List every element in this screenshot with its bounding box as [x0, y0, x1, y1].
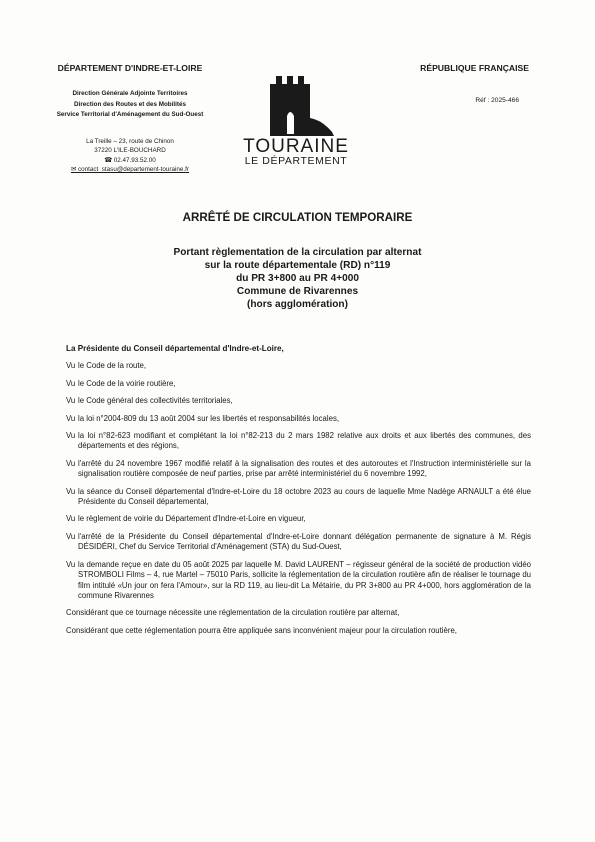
vu-item: [66, 431, 531, 452]
vu-text: l'arrêté de la Présidente du Conseil départemental d'Indre-et-Loire donnant délégation permanente de signature à M. Régis DÉSIDÉRI, Chef du Service Territorial d'Aménagement (STA) du Sud-Ouest,: [78, 531, 531, 552]
document-body: [66, 344, 531, 643]
vu-label: Vu: [66, 413, 76, 423]
subtitle-line: sur la route départementale (RD) n°119: [204, 260, 391, 271]
vu-label: Vu: [66, 486, 76, 496]
vu-text: le Code de la voirie routière,: [78, 378, 176, 388]
vu-text: le Code général des collectivités territoriales,: [78, 396, 233, 406]
vu-label: Vu: [66, 396, 76, 406]
document-title: ARRÊTÉ DE CIRCULATION TEMPORAIRE: [182, 211, 413, 224]
direction-line: Direction des Routes et des Mobilités: [74, 100, 186, 108]
subtitle-line: Portant règlementation de la circulation par alternat: [173, 247, 422, 258]
vu-text: la loi n°82-623 modifiant et complétant la loi n°82-213 du 2 mars 1982 relative aux droits et aux libertés des communes, des départements et des régions,: [78, 431, 531, 451]
direction-list: [30, 89, 230, 121]
vu-label: Vu: [66, 361, 76, 371]
vu-text: la demande reçue en date du 05 août 2025 par laquelle M. David LAURENT – régisseur général de la société de production vidéo STROMBOLI Films – 4, rue Martel – 75010 Paris, sollicite la réglementation de la circulation routière afin de réaliser le tournage du film intitulé «Un jour on fera l'Amour», sur la RD 119, au lieu-dit La Métairie, du PR 3+800 au PR 4+000, hors agglomération de la commune Rivarennes: [78, 559, 531, 600]
phone-number: ☎ 02.47.93.52.00: [104, 156, 156, 164]
sender-block: [30, 63, 230, 175]
vu-label: Vu: [66, 531, 76, 541]
department-name: DÉPARTEMENT D'INDRE-ET-LOIRE: [57, 63, 203, 73]
considerant-paragraph: Considérant que ce tournage nécessite une réglementation de la circulation routière par alternat,: [66, 608, 400, 618]
vu-label: Vu: [66, 559, 76, 569]
vu-item: [66, 532, 531, 553]
document-subtitle: [0, 246, 595, 311]
vu-item: [66, 361, 531, 371]
vu-text: la séance du Conseil départemental d'Indre-et-Loire du 18 octobre 2023 au cours de laquelle Mme Nadège ARNAULT a été élue Présidente du Conseil départemental,: [78, 486, 531, 507]
vu-label: Vu: [66, 431, 76, 441]
reference-number: Réf : 2025-466: [475, 97, 519, 104]
subtitle-line: du PR 3+800 au PR 4+000: [236, 273, 359, 284]
address-street: La Treille – 23, route de Chinon: [86, 137, 174, 145]
direction-line: Direction Générale Adjointe Territoires: [72, 90, 188, 97]
subtitle-line: (hors agglomération): [247, 299, 348, 310]
vu-label: Vu: [66, 514, 76, 524]
republic-label: RÉPUBLIQUE FRANÇAISE: [420, 63, 529, 73]
vu-item: [66, 414, 531, 424]
vu-item: [66, 560, 531, 602]
vu-item: [66, 514, 531, 524]
address-block: [30, 137, 230, 175]
considerant-paragraph: Considérant que cette réglementation pourra être appliquée sans inconvénient majeur pour la circulation routière,: [66, 625, 457, 635]
vu-label: Vu: [66, 458, 76, 468]
touraine-logo: [236, 70, 356, 167]
logo-wordmark: TOURAINE: [243, 136, 349, 157]
email-link[interactable]: ✉ contact_stasu@departement-touraine.fr: [70, 166, 190, 173]
vu-item: [66, 396, 531, 406]
vu-label: Vu: [66, 378, 76, 388]
vu-text: le règlement de voirie du Département d'Indre-et-Loire en vigueur,: [78, 514, 306, 524]
direction-line: Service Territorial d'Aménagement du Sud-Ouest: [56, 111, 204, 118]
vu-text: la loi n°2004-809 du 13 août 2004 sur les libertés et responsabilités locales,: [78, 413, 340, 423]
logo-subtitle: LE DÉPARTEMENT: [244, 155, 348, 167]
republic-block: [420, 63, 529, 104]
vu-item: [66, 487, 531, 508]
vu-text: le Code de la route,: [78, 361, 147, 371]
vu-item: [66, 459, 531, 480]
subtitle-line: Commune de Rivarennes: [236, 286, 359, 297]
vu-item: [66, 379, 531, 389]
president-line: La Présidente du Conseil départemental d'Indre-et-Loire,: [66, 344, 284, 353]
castle-tower-icon: [248, 70, 344, 136]
address-city: 37220 L'ILE-BOUCHARD: [94, 147, 166, 154]
vu-text: l'arrêté du 24 novembre 1967 modifié relatif à la signalisation des routes et des autoroutes et l'Instruction interministérielle sur la signalisation routière composée de neuf parties, prise par arrêté interministériel du 6 novembre 1992,: [78, 458, 531, 479]
